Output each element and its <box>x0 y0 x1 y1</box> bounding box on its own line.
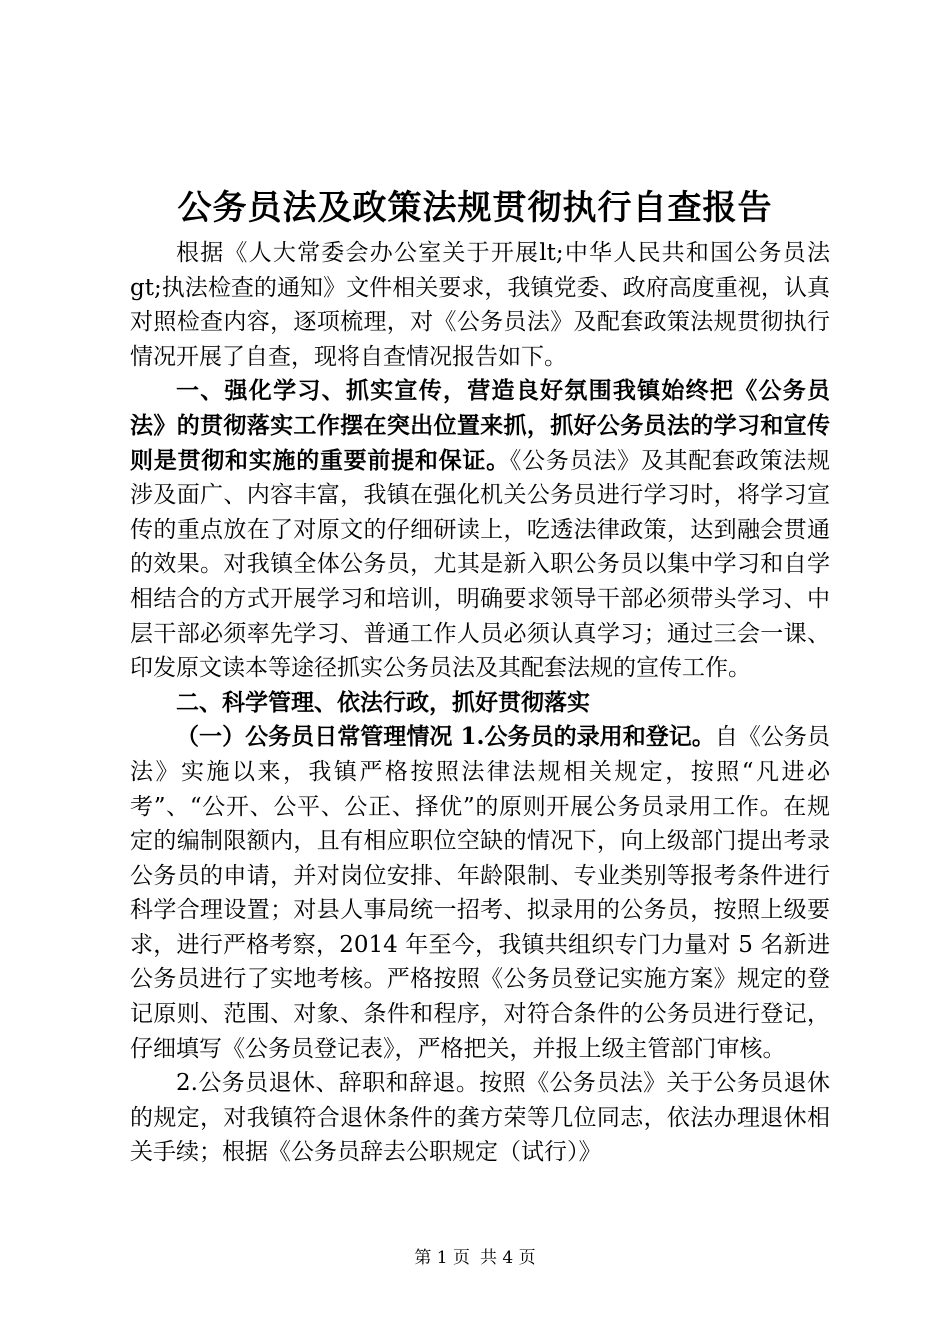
section2-sub1-body: 自《公务员法》实施以来，我镇严格按照法律法规相关规定，按照“凡进必考”、“公开、公平、公正、择优”的原则开展公务员录用工作。在规定的编制限额内，且有相应职位空缺的情况下，向上级部门提出考录公务员的申请，并对岗位安排、年龄限制、专业类别等报考条件进行科学合理设置；对县人事局统一招考、拟录用的公务员，按照上级要求，进行严格考察，2014 年至今，我镇共组织专门力量对 5 名新进公务员进行了实地考核。严格按照《公务员登记实施方案》规定的登记原则、范围、对象、条件和程序，对符合条件的公务员进行登记，仔细填写《公务员登记表》，严格把关，并报上级主管部门审核。 <box>130 724 830 1062</box>
section2-sub2-paragraph: 2.公务员退休、辞职和辞退。按照《公务员法》关于公务员退休的规定，对我镇符合退休条件的龚方荣等几位同志，依法办理退休相关手续；根据《公务员辞去公职规定（试行）》 <box>130 1070 830 1166</box>
intro-paragraph: 根据《人大常委会办公室关于开展lt;中华人民共和国公务员法gt;执法检查的通知》文件相关要求，我镇党委、政府高度重视，认真对照检查内容，逐项梳理，对《公务员法》及配套政策法规贯彻执行情况开展了自查，现将自查情况报告如下。 <box>130 240 830 370</box>
section2-heading: 二、科学管理、依法行政，抓好贯彻落实 <box>176 688 590 716</box>
section2-sub1-heading: （一）公务员日常管理情况 1.公务员的录用和登记。 <box>176 723 715 751</box>
page-number-total: 共 4 页 <box>480 1248 536 1268</box>
section1-heading: 一、强化学习、抓实宣传，营造良好氛围我镇始终把《公务员法》的贯彻落实工作摆在突出位置来抓，抓好公务员法的学习和宣传则是贯彻和实施的重要前提和保证。 <box>130 377 830 474</box>
section2-sub1-paragraph <box>130 720 830 1066</box>
section1-paragraph <box>130 374 830 685</box>
document-body <box>130 236 830 1170</box>
section1-body: 《公务员法》及其配套政策法规涉及面广、内容丰富，我镇在强化机关公务员进行学习时，将学习宣传的重点放在了对原文的仔细研读上，吃透法律政策，达到融会贯通的效果。对我镇全体公务员，尤其是新入职公务员以集中学习和自学相结合的方式开展学习和培训，明确要求领导干部必须带头学习、中层干部必须率先学习、普通工作人员必须认真学习；通过三会一课、印发原文读本等途径抓实公务员法及其配套法规的宣传工作。 <box>130 447 831 682</box>
page-number-current: 第 1 页 <box>414 1248 470 1268</box>
document-title: 公务员法及政策法规贯彻执行自查报告 <box>177 188 773 228</box>
page-footer <box>0 1246 950 1270</box>
